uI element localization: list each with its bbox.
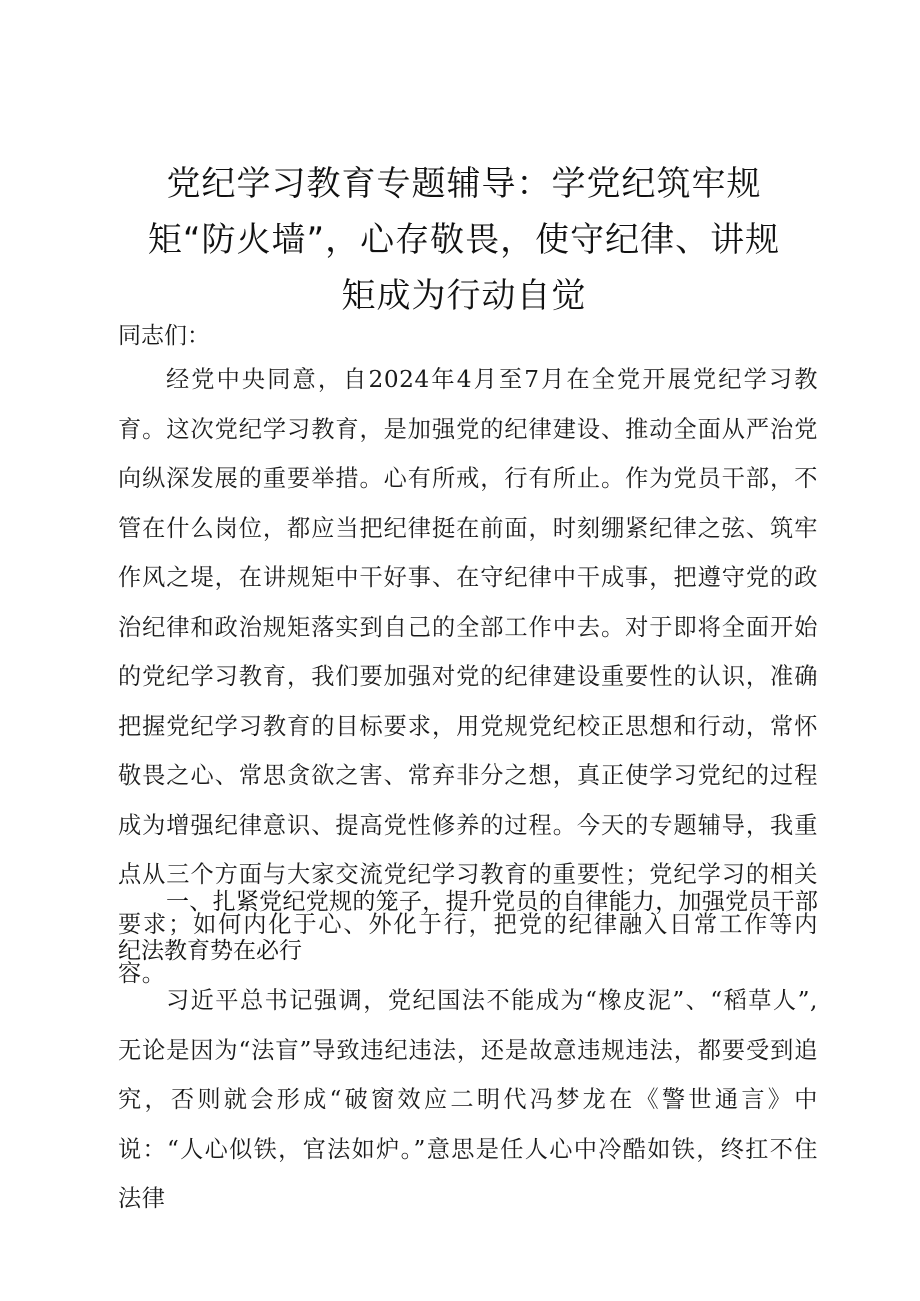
section-heading-1: 一、扎紧党纪党规的笼子，提升党员的自律能力，加强党员干部纪法教育势在必行 — [118, 889, 818, 964]
salutation: 同志们： — [118, 323, 210, 349]
intro-paragraph: 经党中央同意，自2024年4月至7月在全党开展党纪学习教育。这次党纪学习教育，是加强党的纪律建设、推动全面从严治党向纵深发展的重要举措。心有所戒，行有所止。作为党员干部，不管在什么岗位，都应当把纪律挺在前面，时刻绷紧纪律之弦、筑牢作风之堤，在讲规矩中干好事、在守纪律中干成事，把遵守党的政治纪律和政治规矩落实到自己的全部工作中去。对于即将全面开始的党纪学习教育，我们要加强对党的纪律建设重要性的认识，准确把握党纪学习教育的目标要求，用党规党纪校正思想和行动，常怀敬畏之心、常思贪欲之害、常弃非分之想，真正使学习党纪的过程成为增强纪律意识、提高党性修养的过程。今天的专题辅导，我重点从三个方面与大家交流党纪学习教育的重要性；党纪学习的相关要求；如何内化于心、外化于行，把党的纪律融入日常工作等内容。 — [118, 366, 818, 987]
section-paragraph: 习近平总书记强调，党纪国法不能成为“橡皮泥”、“稻草人”,无论是因为“法盲”导致违纪违法，还是故意违规违法，都要受到追究，否则就会形成“破窗效应二明代冯梦龙在《警世通言》中说：“人心似铁，官法如炉。”意思是任人心中冷酷如铁，终扛不住法律 — [118, 987, 818, 1212]
document-title: 党纪学习教育专题辅导：学党纪筑牢规矩“防火墙”，心存敬畏，使守纪律、讲规矩成为行动自觉 — [147, 164, 781, 316]
